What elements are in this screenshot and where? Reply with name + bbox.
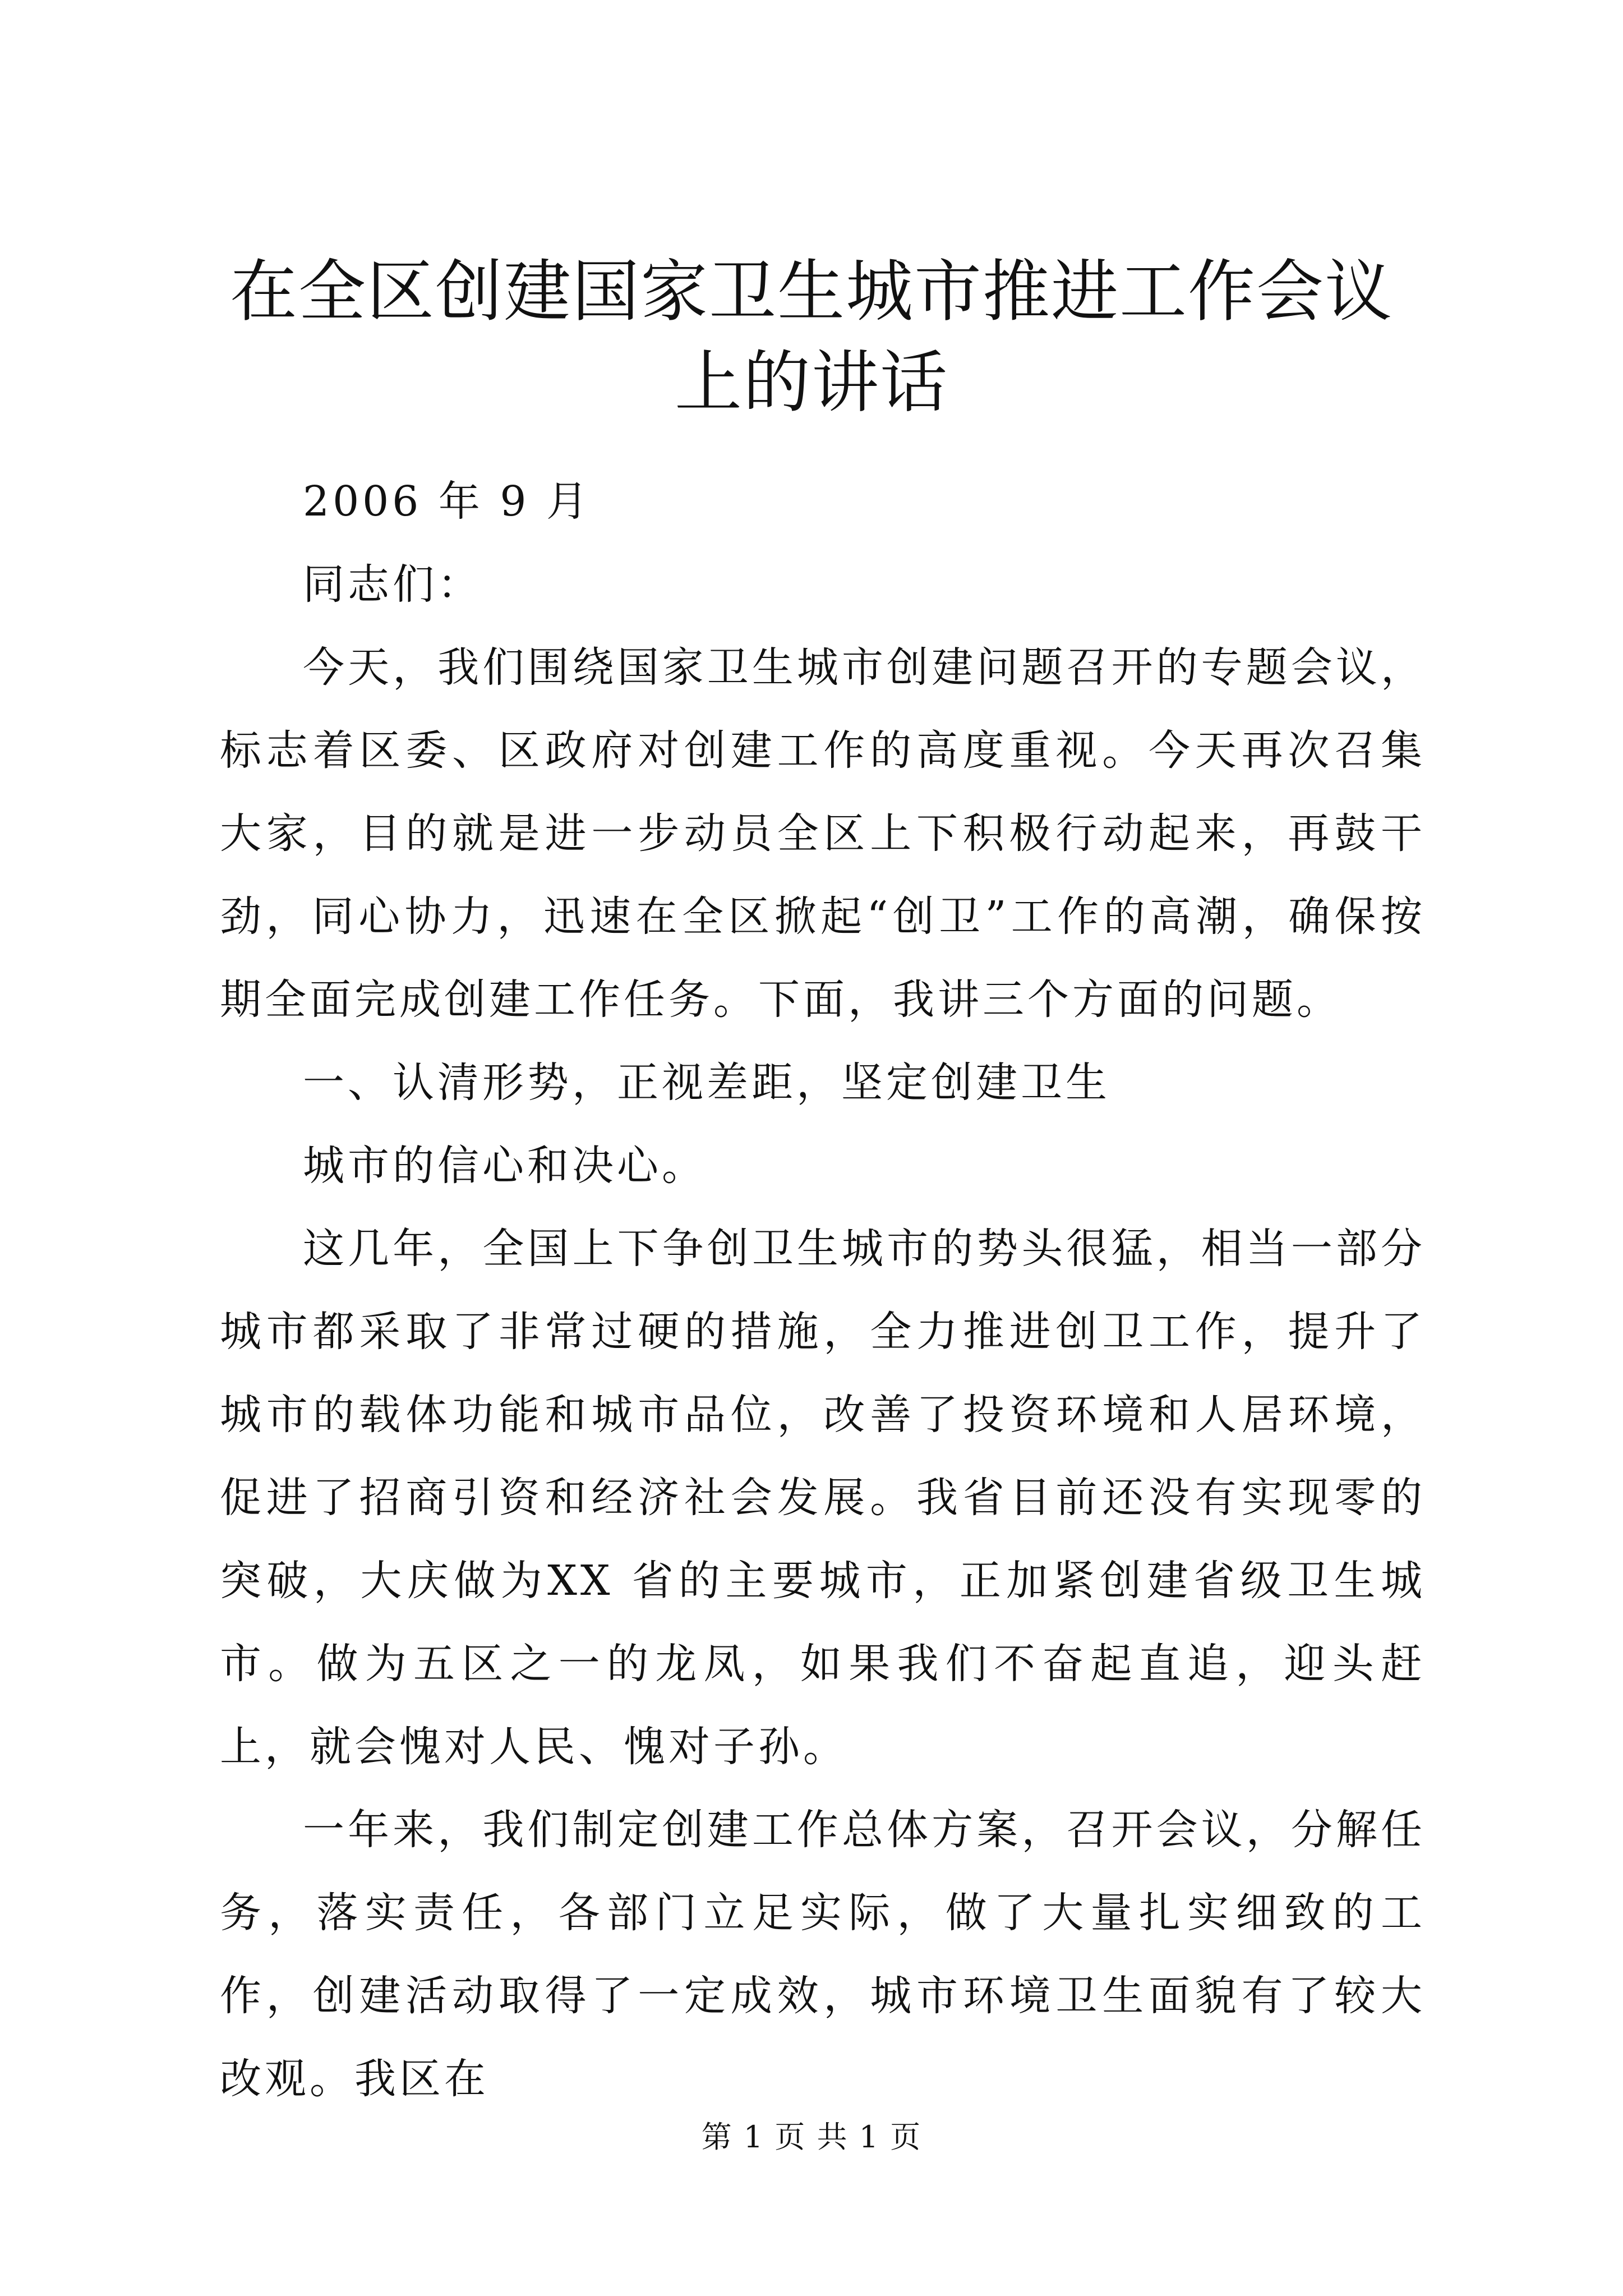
document-body [220, 460, 1426, 2120]
paragraph-opening: 今天，我们围绕国家卫生城市创建问题召开的专题会议，标志着区委、区政府对创建工作的高度重视。今天再次召集大家，目的就是进一步动员全区上下积极行动起来，再鼓干劲，同心协力，迅速在全区掀起“创卫”工作的高潮，确保按期全面完成创建工作任务。下面，我讲三个方面的问题。 [220, 643, 1426, 1024]
page-footer: 第 1 页 共 1 页 [701, 2119, 922, 2155]
date-line: 2006 年 9 月 [303, 477, 591, 526]
section-heading-line-1: 一、认清形势，正视差距，坚定创建卫生 [303, 1059, 1110, 1107]
salutation: 同志们： [303, 560, 482, 609]
section-heading-line-2: 城市的信心和决心。 [303, 1142, 707, 1190]
paragraph-progress: 一年来，我们制定创建工作总体方案，召开会议，分解任务，落实责任，各部门立足实际，做了大量扎实细致的工作，创建活动取得了一定成效，城市环境卫生面貌有了较大改观。我区在 [220, 1806, 1426, 2103]
document-title: 在全区创建国家卫生城市推进工作会议上的讲话 [230, 253, 1393, 422]
paragraph-situation: 这几年，全国上下争创卫生城市的势头很猛，相当一部分城市都采取了非常过硬的措施，全力推进创卫工作，提升了城市的载体功能和城市品位，改善了投资环境和人居环境，促进了招商引资和经济社会发展。我省目前还没有实现零的突破，大庆做为XX 省的主要城市，正加紧创建省级卫生城市。做为五区之一的龙凤，如果我们不奋起直追，迎头赶上，就会愧对人民、愧对子孙。 [220, 1225, 1426, 1771]
